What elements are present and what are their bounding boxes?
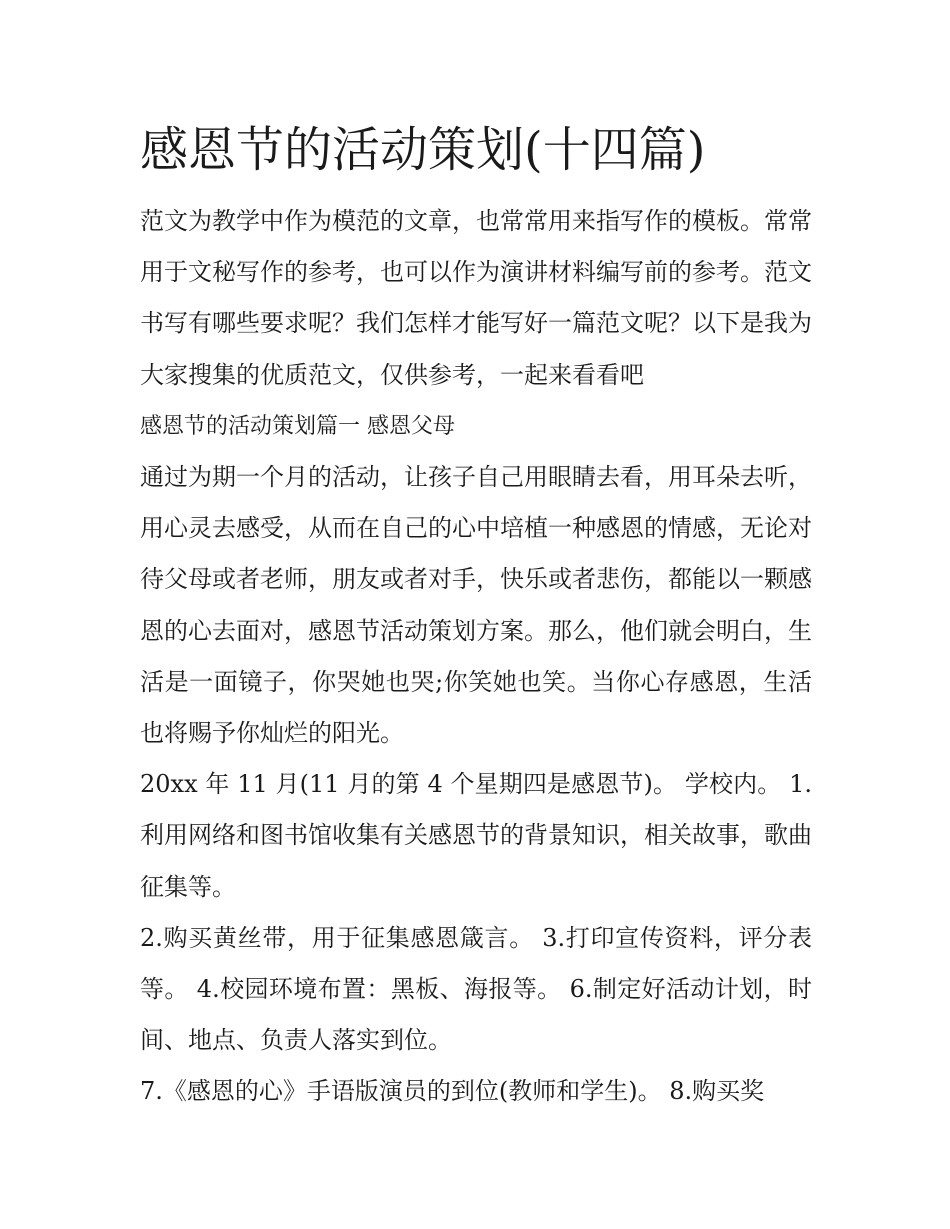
intro-paragraph: 范文为教学中作为模范的文章，也常常用来指写作的模板。常常用于文秘写作的参考，也可以作为演讲材料编写前的参考。范文书写有哪些要求呢？我们怎样才能写好一篇范文呢？以下是我为大家搜集的优质范文，仅供参考，一起来看看吧 — [140, 207, 812, 389]
body-paragraph-4: 7.《感恩的心》手语版演员的到位(教师和学生)。 8.购买奖 — [140, 1077, 765, 1106]
body-paragraph-1: 通过为期一个月的活动，让孩子自己用眼睛去看，用耳朵去听，用心灵去感受，从而在自己的心中培植一种感恩的情感，无论对待父母或者老师，朋友或者对手，快乐或者悲伤，都能以一颗感恩的心去面对，感恩节活动策划方案。那么，他们就会明白，生活是一面镜子，你哭她也哭;你笑她也笑。当你心存感恩，生活也将赐予你灿烂的阳光。 — [140, 463, 812, 748]
body-paragraph-3: 2.购买黄丝带，用于征集感恩箴言。 3.打印宣传资料，评分表等。 4.校园环境布置：黑板、海报等。 6.制定好活动计划，时间、地点、负责人落实到位。 — [140, 923, 812, 1055]
document-title: 感恩节的活动策划(十四篇) — [140, 122, 706, 178]
document-body — [140, 196, 812, 1118]
section-heading: 感恩节的活动策划篇一 感恩父母 — [140, 413, 455, 439]
document-page — [140, 118, 812, 1118]
body-paragraph-2: 20xx 年 11 月(11 月的第 4 个星期四是感恩节)。 学校内。 1.利用网络和图书馆收集有关感恩节的背景知识，相关故事，歌曲征集等。 — [140, 770, 812, 901]
